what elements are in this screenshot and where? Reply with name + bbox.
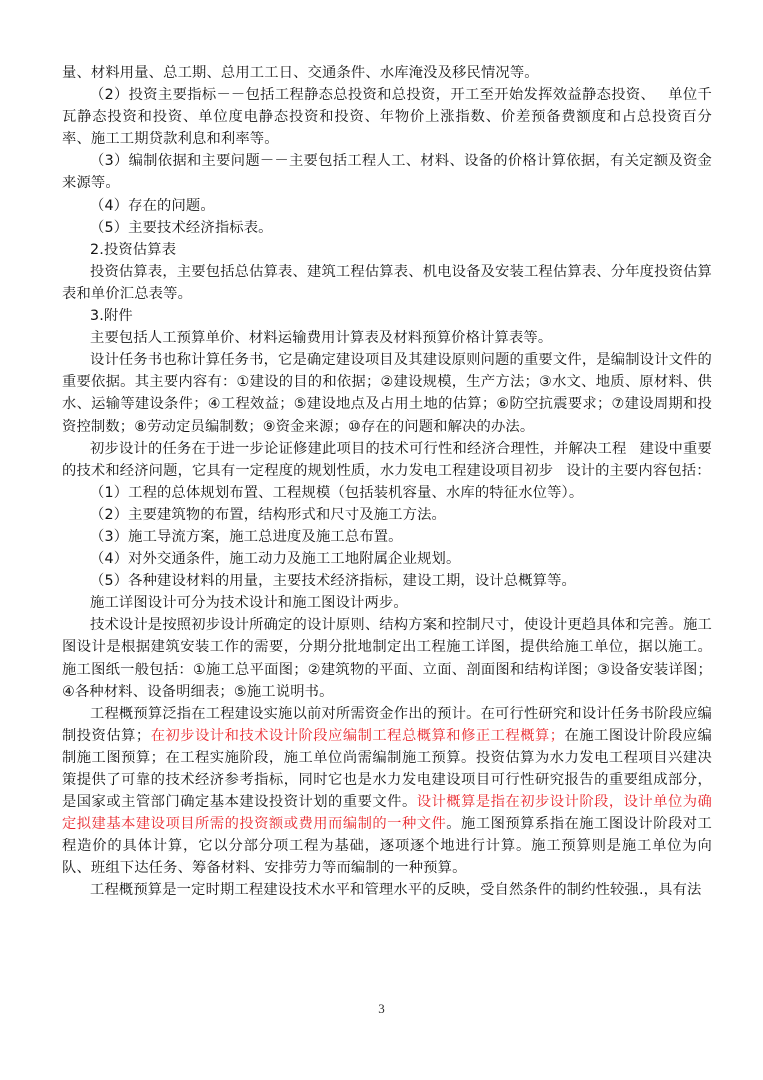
paragraph-7: 投资估算表，主要包括总估算表、建筑工程估算表、机电设备及安装工程估算表、分年度投资估算表和单价汇总表等。 <box>62 263 712 302</box>
run-plain-2: 在施工图设计阶段应编制施工图预算；在工程实施阶段，施工单位尚需编制施工预算。投资估算为水力发电工程项目兴建决策提供了可靠的技术经济参考指标，同时它也是水力发电建设项目可行性研究报告的重要组成部分，是国家或主管部门确定基本建设投资计划的重要文件。 <box>62 727 713 811</box>
paragraph-2-part-b: 单位千瓦静态投资和投资、单位度电静态投资和投资、年物价上涨指数、价差预备费额度和占总投资百分率、施工工期贷款利息和利率等。 <box>62 87 712 148</box>
paragraph-1: 量、材料用量、总工期、总用工工日、交通条件、水库淹没及移民情况等。 <box>62 65 539 81</box>
paragraph-2-part-a: （2）投资主要指标－－包括工程静态总投资和总投资，开工至开始发挥效益静态投资、 <box>90 87 656 104</box>
page-number: 3 <box>378 1001 385 1016</box>
paragraph-2 <box>62 84 712 150</box>
paragraph-18: 技术设计是按照初步设计所确定的设计原则、结构方案和控制尺寸，使设计更趋具体和完善。施工图设计是根据建筑安装工作的需要，分期分批地制定出工程施工详图，提供给施工单位，据以施工。施工图纸一般包括：①施工总平面图；②建筑物的平面、立面、剖面图和结构详图；③设备安装详图；④各种材料、设备明细表；⑤施工说明书。 <box>62 617 712 700</box>
paragraph-17: 施工详图设计可分为技术设计和施工图设计两步。 <box>90 595 408 612</box>
paragraph-12: （1）工程的总体规划布置、工程规模（包括装机容量、水库的特征水位等）。 <box>90 484 584 501</box>
paragraph-13: （2）主要建筑物的布置，结构形式和尺寸及施工方法。 <box>90 506 446 523</box>
paragraph-19-with-highlights <box>62 703 712 880</box>
paragraph-14: （3）施工导流方案，施工总进度及施工总布置。 <box>90 528 403 545</box>
paragraph-11-part-c: 设计的主要内容包括： <box>566 462 711 479</box>
paragraph-6-heading: 2.投资估算表 <box>90 241 177 258</box>
paragraph-9: 主要包括人工预算单价、材料运输费用计算表及材料预算价格计算表等。 <box>90 330 553 347</box>
document-body <box>62 62 712 902</box>
paragraph-4: （4）存在的问题。 <box>90 197 215 214</box>
paragraph-11-part-a: 初步设计的任务在于进一步论证修建此项目的技术可行性和经济合理性，并解决工程 <box>90 440 627 457</box>
run-plain-3: 。施工图预算系指在施工图设计阶段对工程造价的具体计算，它以分部分项工程为基础，逐项逐个地进行计算。施工预算则是施工单位为向队、班组下达任务、筹备材料、安排劳力等而编制的一种预算。 <box>62 816 712 877</box>
paragraph-3: （3）编制依据和主要问题－－主要包括工程人工、材料、设备的价格计算依据，有关定额及资金来源等。 <box>62 153 712 192</box>
paragraph-16: （5）各种建设材料的用量，主要技术经济指标，建设工期，设计总概算等。 <box>90 573 576 590</box>
paragraph-11-part-b: 建设中重要的技术和经济问题，它具有一定程度的规划性质，水力发电工程建设项目初步 <box>62 440 713 479</box>
paragraph-20: 工程概预算是一定时期工程建设技术水平和管理水平的反映，受自然条件的制约性较强.，具有法 <box>90 882 702 899</box>
run-plain-1: 工程概预算泛指在工程建设实施以前对所需资金作出的预计。在可行性研究和设计任务书阶段应编制投资估算； <box>62 705 712 744</box>
paragraph-15: （4）对外交通条件，施工动力及施工工地附属企业规划。 <box>90 551 461 568</box>
paragraph-10: 设计任务书也称计算任务书，它是确定建设项目及其建设原则问题的重要文件，是编制设计文件的重要依据。其主要内容有：①建设的目的和依据；②建设规模，生产方法；③水文、地质、原材料、供水、运输等建设条件；④工程效益；⑤建设地点及占用土地的估算；⑥防空抗震要求；⑦建设周期和投资控制数；⑧劳动定员编制数；⑨资金来源；⑩存在的问题和解决的办法。 <box>62 352 712 435</box>
paragraph-5: （5）主要技术经济指标表。 <box>90 219 273 236</box>
paragraph-11 <box>62 438 712 482</box>
highlighted-text-1: 在初步设计和技术设计阶段应编制工程总概算和修正工程概算； <box>150 727 565 744</box>
paragraph-8-heading: 3.附件 <box>90 308 133 325</box>
highlighted-text-2: 设计概算是指在初步设计阶段，设计单位为确定拟建基本建设项目所需的投资额或费用而编制的一种文件 <box>62 794 713 833</box>
